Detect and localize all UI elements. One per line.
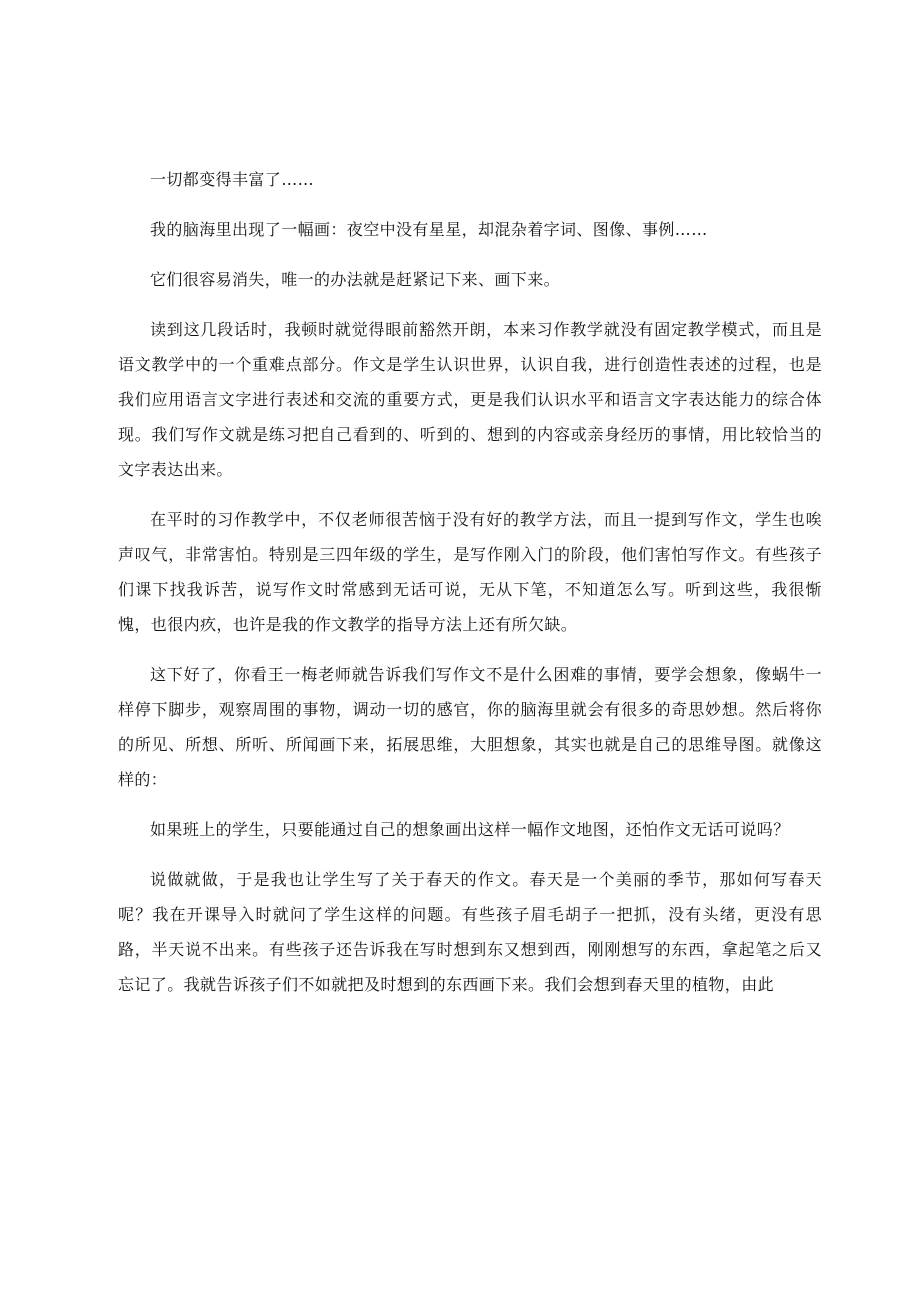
paragraph: 读到这几段话时，我顿时就觉得眼前豁然开朗，本来习作教学就没有固定教学模式，而且是语文教学中的一个重难点部分。作文是学生认识世界，认识自我，进行创造性表述的过程，也是我们应用语言文字进行表述和交流的重要方式，更是我们认识水平和语言文字表达能力的综合体现。我们写作文就是练习把自己看到的、听到的、想到的内容或亲身经历的事情，用比较恰当的文字表达出来。 xyxy=(118,320,822,479)
paragraph: 我的脑海里出现了一幅画：夜空中没有星星，却混杂着字词、图像、事例…… xyxy=(150,220,708,239)
paragraph: 一切都变得丰富了…… xyxy=(150,170,315,189)
paragraph: 在平时的习作教学中，不仅老师很苦恼于没有好的教学方法，而且一提到写作文，学生也唉声叹气，非常害怕。特别是三四年级的学生，是写作刚入门的阶段，他们害怕写作文。有些孩子们课下找我诉苦，说写作文时常感到无话可说，无从下笔，不知道怎么写。听到这些，我很惭愧，也很内疚，也许是我的作文教学的指导方法上还有所欠缺。 xyxy=(118,510,822,634)
document-body xyxy=(118,162,822,1017)
paragraph: 如果班上的学生，只要能通过自己的想象画出这样一幅作文地图，还怕作文无话可说吗？ xyxy=(150,820,790,839)
paragraph: 说做就做，于是我也让学生写了关于春天的作文。春天是一个美丽的季节，那如何写春天呢？我在开课导入时就问了学生这样的问题。有些孩子眉毛胡子一把抓，没有头绪，更没有思路，半天说不出来。有些孩子还告诉我在写时想到东又想到西，刚刚想写的东西，拿起笔之后又忘记了。我就告诉孩子们不如就把及时想到的东西画下来。我们会想到春天里的植物，由此 xyxy=(118,870,822,994)
paragraph: 它们很容易消失，唯一的办法就是赶紧记下来、画下来。 xyxy=(150,270,561,289)
paragraph: 这下好了，你看王一梅老师就告诉我们写作文不是什么困难的事情，要学会想象，像蜗牛一样停下脚步，观察周围的事物，调动一切的感官，你的脑海里就会有很多的奇思妙想。然后将你的所见、所想、所听、所闻画下来，拓展思维，大胆想象，其实也就是自己的思维导图。就像这样的： xyxy=(118,665,822,789)
